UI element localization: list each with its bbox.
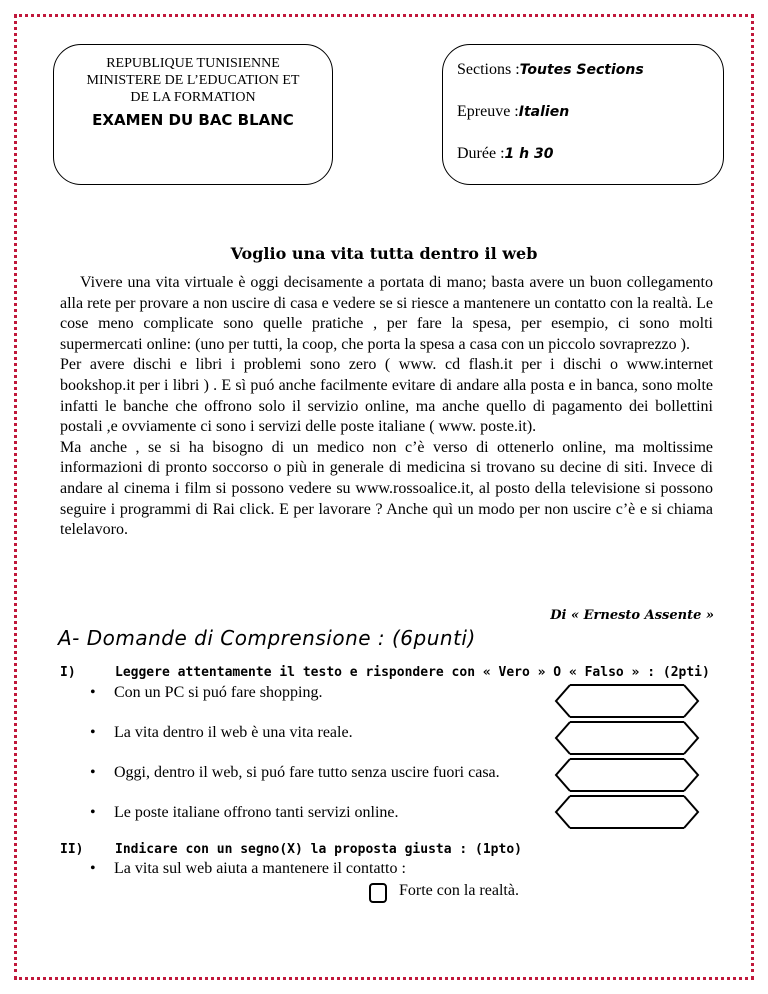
question-1-header xyxy=(60,665,710,680)
sections-label: Sections : xyxy=(457,61,520,78)
list-item: • La vita sul web aiuta a mantenere il contatto : xyxy=(90,860,406,878)
option-label: Forte con la realtà. xyxy=(399,882,519,899)
question-1-number: I) xyxy=(60,665,76,680)
answer-box-4[interactable] xyxy=(552,794,702,830)
sections-row xyxy=(457,61,723,79)
option-checkbox[interactable] xyxy=(369,883,387,903)
header-line-3: DE LA FORMATION xyxy=(130,90,256,105)
sections-value: Toutes Sections xyxy=(519,62,644,78)
header-line-2: MINISTERE DE L’EDUCATION ET xyxy=(86,73,300,88)
answer-box-3[interactable] xyxy=(552,757,702,793)
paragraph-2: Per avere dischi e libri i problemi sono zero ( www. cd flash.it per i dischi o www.internet bookshop.it per i libri ) . E sì puó anche facilmente evitare di andare alla posta e in banca, sono molte infatti le banche che offrono solo il servizio online, ma anche quello di pagamento dei bollettini postali ,e ovviamente ci sono i servizi delle poste italiane ( www. poste.it). xyxy=(60,356,713,436)
answer-box-2[interactable] xyxy=(552,720,702,756)
question-2-number: II) xyxy=(60,842,84,857)
list-item: • Con un PC si puó fare shopping. xyxy=(90,684,322,702)
duree-label: Durée : xyxy=(457,145,505,162)
paragraph-3: Ma anche , se si ha bisogno di un medico non c’è verso di ottenerlo online, ma moltissime informazioni di pronto soccorso o più in generale di medicina si trovano su decine di siti. Invece di andare al cinema i film si possono vedere su www.rossoalice.it, al posto della televisione si possono seguire i programmi di Rai click. E per lavorare ? Anche quì un modo per non uscire c’è e si chiama telelavoro. xyxy=(60,438,713,539)
author-credit: Di « Ernesto Assente » xyxy=(550,608,714,623)
epreuve-value: Italien xyxy=(518,104,570,120)
paragraph-1: Vivere una vita virtuale è oggi decisamente a portata di mano; basta avere un buon collegamento alla rete per provare a non uscire di casa e vedere se si riesce a mantenere un contatto con la realtà. Le cose meno complicate sono quelle pratiche , per fare la spesa, per esempio, ci sono molti supermercati online: (uno per tutti, la coop, che porta la spesa a casa con un piccolo sovraprezzo ). xyxy=(60,274,713,353)
list-item: • Oggi, dentro il web, si puó fare tutto senza uscire fuori casa. xyxy=(90,764,500,782)
duree-value: 1 h 30 xyxy=(504,146,554,162)
exam-title: EXAMEN DU BAC BLANC xyxy=(92,111,294,129)
list-item: • Le poste italiane offrono tanti servizi online. xyxy=(90,804,399,822)
epreuve-label: Epreuve : xyxy=(457,103,519,120)
section-a-title: A- Domande di Comprensione : (6punti) xyxy=(58,626,476,650)
reading-text xyxy=(60,273,713,541)
duree-row xyxy=(457,145,723,163)
answer-box-1[interactable] xyxy=(552,683,702,719)
question-2-instruction: Indicare con un segno(X) la proposta giusta : (1pto) xyxy=(115,842,522,857)
header-exam-info-box xyxy=(442,44,724,185)
epreuve-row xyxy=(457,103,723,121)
header-line-1: REPUBLIQUE TUNISIENNE xyxy=(106,56,280,71)
list-item: • La vita dentro il web è una vita reale. xyxy=(90,724,353,742)
question-1-instruction: Leggere attentamente il testo e rispondere con « Vero » O « Falso » : (2pti) xyxy=(115,665,710,680)
question-2-header xyxy=(60,842,522,857)
header-institution-box xyxy=(53,44,333,185)
text-title: Voglio una vita tutta dentro il web xyxy=(230,244,538,263)
